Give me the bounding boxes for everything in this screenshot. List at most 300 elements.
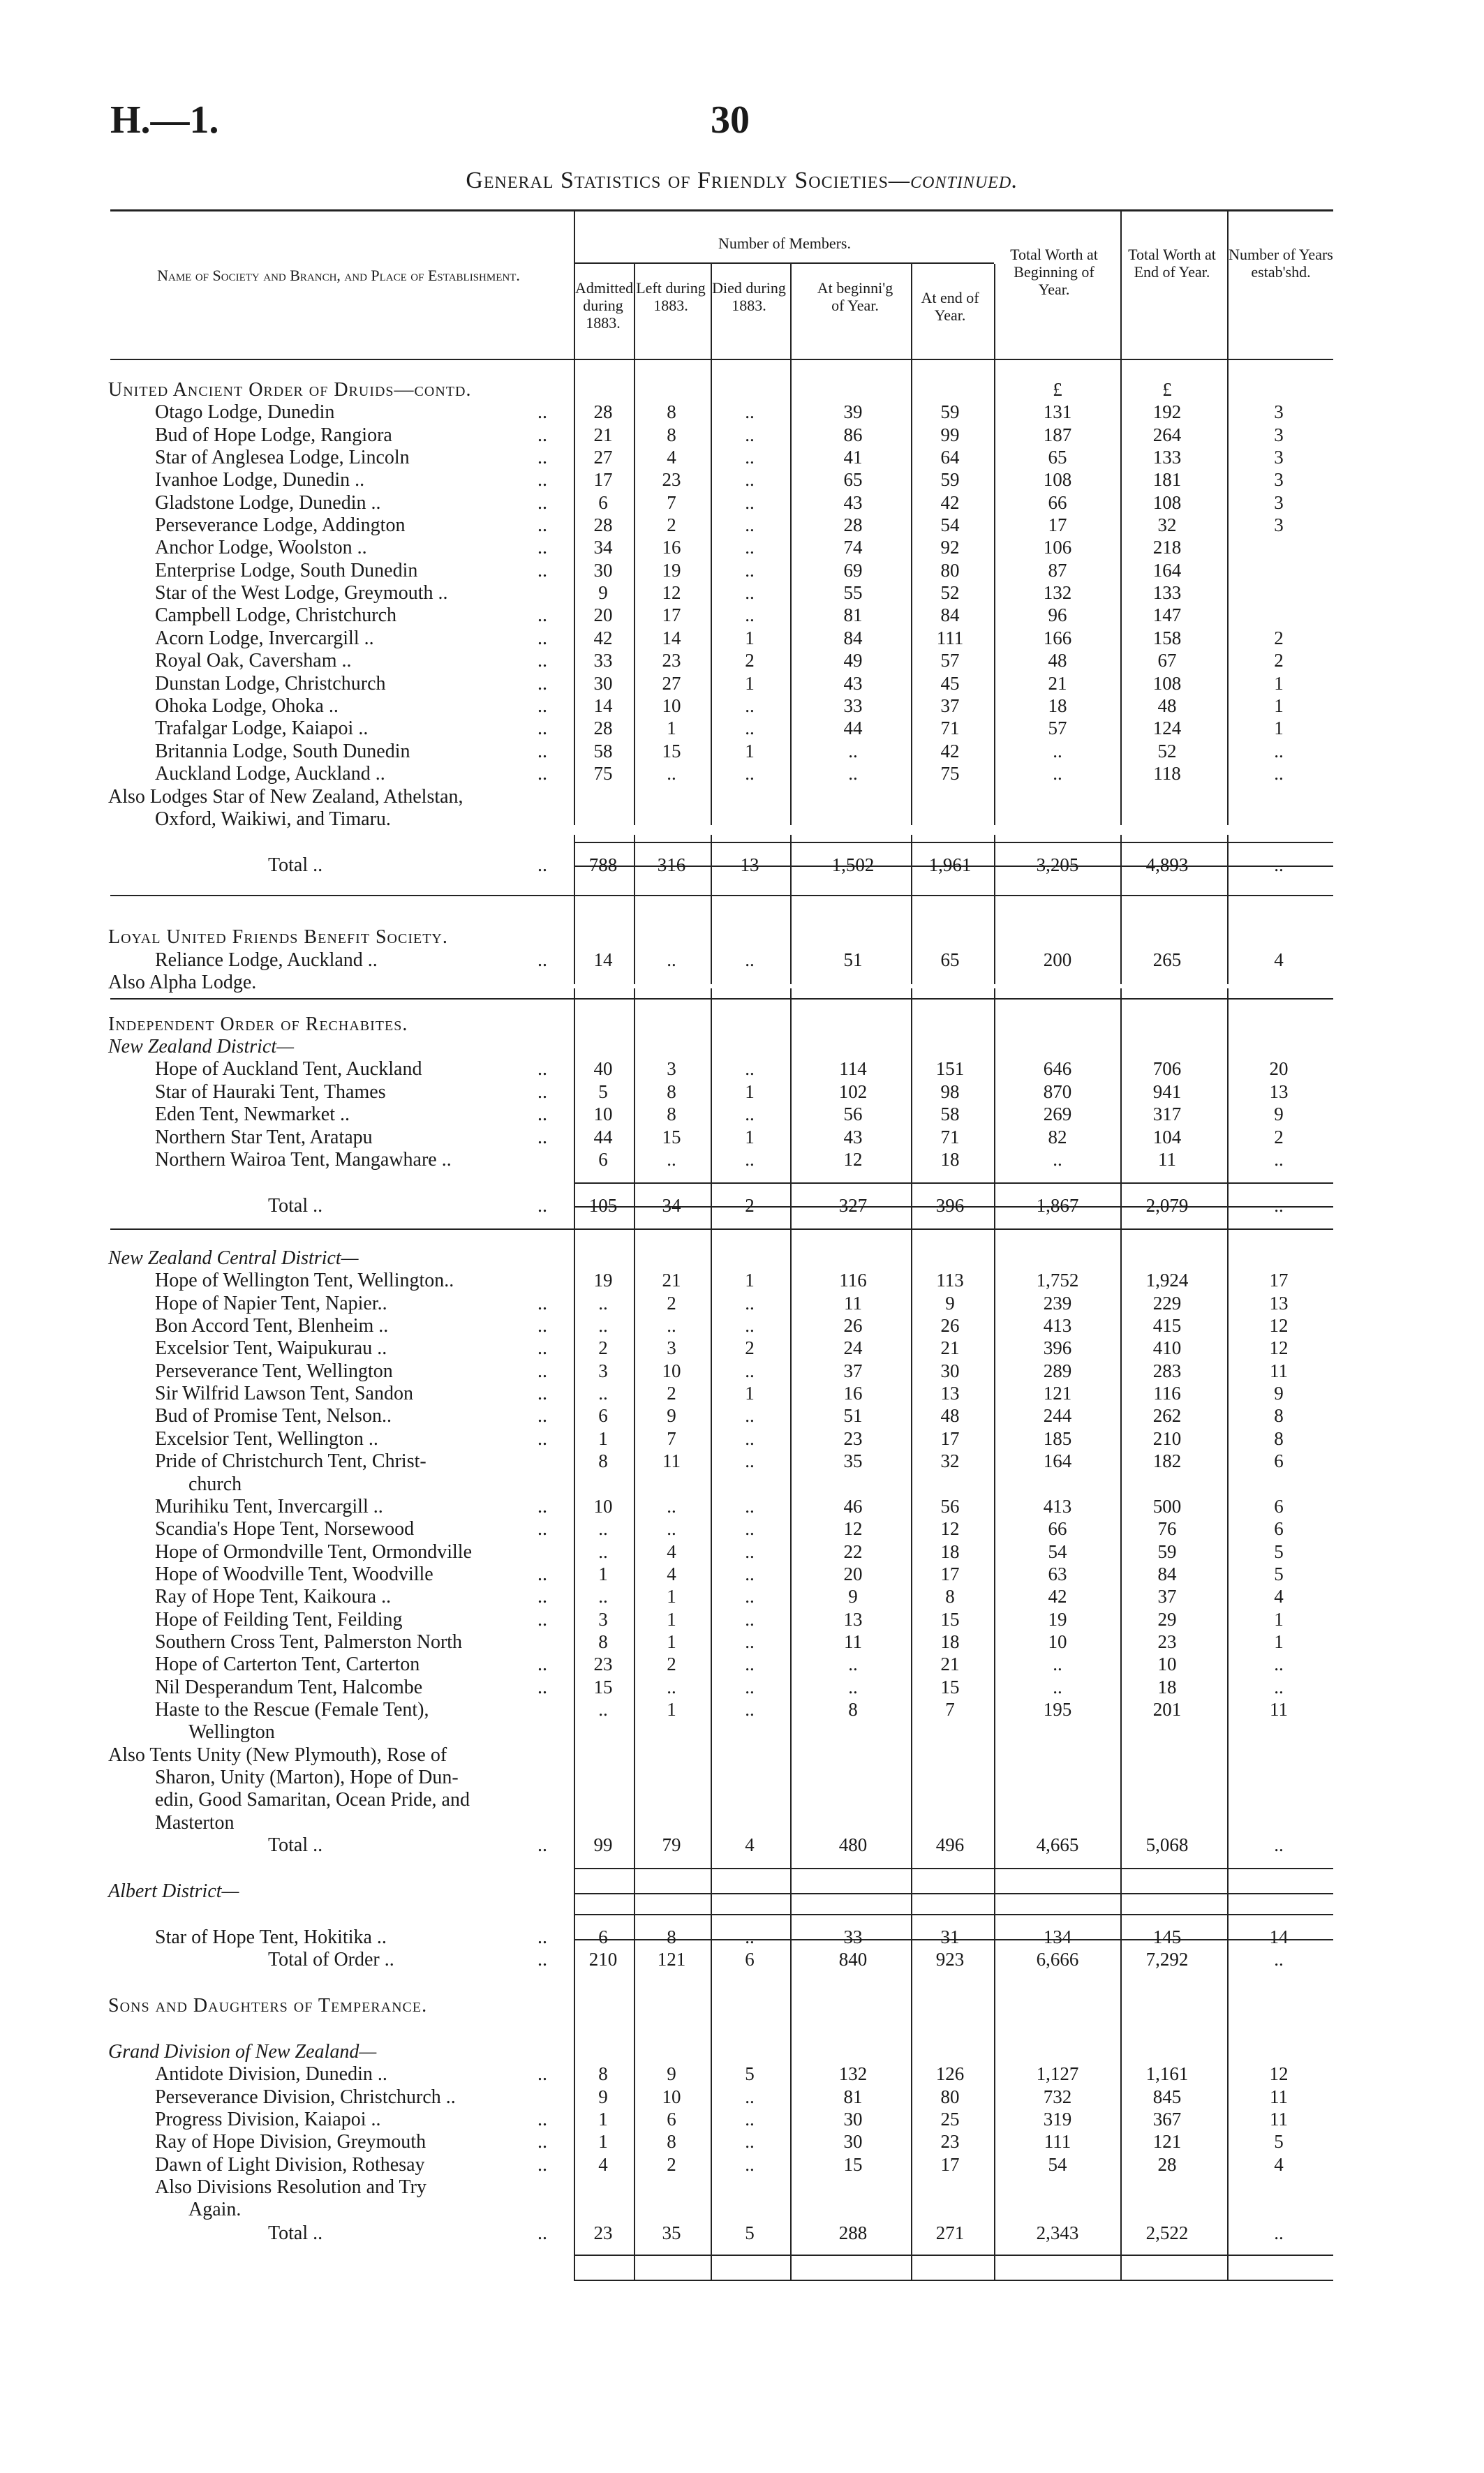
table-cell: 229 — [1152, 1293, 1182, 1314]
table-cell: .. — [745, 949, 755, 970]
leader-dots: .. — [537, 537, 547, 558]
row-label: Ivanhoe Lodge, Dunedin .. — [155, 469, 365, 491]
table-cell: 96 — [1048, 604, 1067, 625]
table-cell: 8 — [667, 1081, 676, 1102]
table-cell: 126 — [935, 2063, 965, 2084]
table-cell: 1 — [667, 1586, 676, 1607]
table-cell: 3 — [1274, 492, 1284, 513]
table-cell: 71 — [940, 718, 960, 738]
table-cell: 23 — [593, 2222, 613, 2243]
table-cell: 496 — [935, 1834, 965, 1855]
row-label: Total .. — [268, 854, 323, 876]
table-cell: 200 — [1043, 949, 1072, 970]
table-cell: 20 — [1269, 1058, 1289, 1079]
table-cell: 106 — [1043, 537, 1072, 558]
table-cell: 56 — [940, 1496, 960, 1517]
table-cell: 7 — [667, 492, 676, 513]
leader-dots: .. — [537, 1428, 547, 1450]
row-label: Total .. — [268, 1195, 323, 1217]
table-cell: 1 — [667, 1699, 676, 1720]
table-cell: 9 — [667, 2063, 676, 2084]
table-cell: 17 — [940, 2154, 960, 2175]
table-cell: 21 — [662, 1270, 681, 1291]
table-cell: 92 — [940, 537, 960, 558]
table-cell: 182 — [1152, 1450, 1182, 1471]
table-cell: .. — [745, 2154, 755, 2175]
table-cell: 121 — [1152, 2131, 1182, 2152]
table-cell: 16 — [843, 1383, 863, 1404]
table-cell: 17 — [593, 469, 613, 490]
table-cell: 1 — [1274, 695, 1284, 716]
table-cell: 17 — [662, 604, 681, 625]
table-cell: 7 — [667, 1428, 676, 1449]
header-at-end: At end of Year. — [921, 289, 979, 324]
table-cell: 118 — [1153, 763, 1181, 784]
table-cell: 7 — [945, 1699, 955, 1720]
table-cell: 5 — [745, 2063, 755, 2084]
leader-dots: .. — [537, 1677, 547, 1698]
row-label: Hope of Napier Tent, Napier.. — [155, 1293, 387, 1314]
table-cell: 5 — [598, 1081, 608, 1102]
table-cell: 5 — [1274, 1541, 1284, 1562]
table-cell: .. — [745, 1428, 755, 1449]
table-cell: 264 — [1152, 424, 1182, 445]
table-cell: 8 — [667, 1104, 676, 1124]
table-cell: 3 — [598, 1360, 608, 1381]
leader-dots: .. — [537, 1337, 547, 1359]
table-cell: 1,924 — [1145, 1270, 1189, 1291]
table-cell: 8 — [667, 424, 676, 445]
table-cell: 104 — [1152, 1127, 1182, 1148]
table-cell: 3,205 — [1036, 854, 1079, 875]
row-label: Britannia Lodge, South Dunedin — [155, 741, 410, 762]
leader-dots: .. — [537, 1834, 547, 1856]
table-cell: 8 — [598, 1450, 608, 1471]
leader-dots: .. — [537, 604, 547, 626]
table-cell: 396 — [1043, 1337, 1072, 1358]
table-cell: 317 — [1152, 1104, 1182, 1124]
table-cell: 54 — [1048, 2154, 1067, 2175]
table-cell: .. — [745, 537, 755, 558]
table-cell: .. — [745, 1450, 755, 1471]
table-cell: 59 — [1157, 1541, 1177, 1562]
table-cell: 319 — [1043, 2109, 1072, 2130]
row-label: Wellington — [188, 1721, 275, 1743]
leader-dots: .. — [537, 1564, 547, 1585]
table-cell: 413 — [1043, 1315, 1072, 1336]
row-label: Also Alpha Lodge. — [108, 972, 257, 993]
row-label: church — [188, 1473, 242, 1495]
leader-dots: .. — [537, 1293, 547, 1314]
table-cell: .. — [1274, 1834, 1284, 1855]
table-cell: 13 — [1269, 1293, 1289, 1314]
table-cell: .. — [667, 763, 676, 784]
table-cell: 133 — [1152, 447, 1182, 468]
table-cell: 22 — [843, 1541, 863, 1562]
table-cell: 1,161 — [1145, 2063, 1189, 2084]
table-cell: 289 — [1043, 1360, 1072, 1381]
table-cell: 24 — [843, 1337, 863, 1358]
leader-dots: .. — [537, 1926, 547, 1948]
row-label: Ohoka Lodge, Ohoka .. — [155, 695, 339, 717]
table-cell: .. — [745, 1149, 755, 1170]
title-suffix: —continued. — [888, 168, 1018, 193]
table-cell: 84 — [940, 604, 960, 625]
table-cell: 3 — [1274, 514, 1284, 535]
table-cell: 218 — [1152, 537, 1182, 558]
leader-dots: .. — [537, 854, 547, 876]
table-cell: 6 — [1274, 1518, 1284, 1539]
table-cell: 23 — [843, 1428, 863, 1449]
table-cell: 87 — [1048, 560, 1067, 581]
table-cell: 76 — [1157, 1518, 1177, 1539]
table-cell: 43 — [843, 673, 863, 694]
table-cell: 28 — [843, 514, 863, 535]
table-cell: 2 — [745, 1337, 755, 1358]
row-label: Loyal United Friends Benefit Society. — [108, 926, 448, 948]
row-label: Hope of Woodville Tent, Woodville — [155, 1564, 433, 1585]
table-cell: 1,127 — [1036, 2063, 1079, 2084]
table-cell: 80 — [940, 2086, 960, 2107]
table-cell: 121 — [1043, 1383, 1072, 1404]
table-cell: .. — [745, 1405, 755, 1426]
table-cell: 1 — [745, 1270, 755, 1291]
table-cell: 108 — [1043, 469, 1072, 490]
table-cell: 48 — [940, 1405, 960, 1426]
table-cell: 23 — [662, 469, 681, 490]
table-cell: 12 — [662, 582, 681, 603]
row-label: Albert District— — [108, 1880, 239, 1902]
row-label: Dawn of Light Division, Rothesay — [155, 2154, 425, 2176]
total-rule — [574, 1893, 1333, 1894]
row-label: Trafalgar Lodge, Kaiapoi .. — [155, 718, 369, 739]
table-cell: 15 — [940, 1677, 960, 1698]
table-cell: .. — [745, 1518, 755, 1539]
table-cell: 4 — [667, 1541, 676, 1562]
leader-dots: .. — [537, 1195, 547, 1217]
table-cell: 265 — [1152, 949, 1182, 970]
table-cell: 21 — [593, 424, 613, 445]
table-cell: 44 — [593, 1127, 613, 1148]
table-cell: 54 — [940, 514, 960, 535]
row-label: Progress Division, Kaiapoi .. — [155, 2109, 381, 2130]
table-cell: 11 — [1158, 1149, 1176, 1170]
table-cell: 6 — [598, 492, 608, 513]
table-cell: .. — [745, 1586, 755, 1607]
leader-dots: .. — [537, 1609, 547, 1631]
table-cell: 15 — [662, 741, 681, 762]
row-label: Excelsior Tent, Waipukurau .. — [155, 1337, 387, 1359]
table-cell: .. — [1053, 1677, 1062, 1698]
leader-dots: .. — [537, 650, 547, 671]
table-cell: .. — [848, 763, 858, 784]
table-cell: 4,893 — [1145, 854, 1189, 875]
table-cell: 9 — [1274, 1383, 1284, 1404]
table-cell: 283 — [1152, 1360, 1182, 1381]
row-label: Acorn Lodge, Invercargill .. — [155, 627, 374, 649]
table-cell: 23 — [1157, 1631, 1177, 1652]
table-cell: 8 — [1274, 1405, 1284, 1426]
table-cell: 164 — [1152, 560, 1182, 581]
table-cell: 58 — [593, 741, 613, 762]
table-cell: £ — [1053, 379, 1062, 400]
row-label: Ray of Hope Tent, Kaikoura .. — [155, 1586, 392, 1607]
table-cell: 413 — [1043, 1496, 1072, 1517]
table-cell: .. — [745, 1360, 755, 1381]
table-cell: 9 — [598, 582, 608, 603]
table-cell: 6,666 — [1036, 1949, 1079, 1970]
table-cell: 114 — [839, 1058, 867, 1079]
leader-dots: .. — [537, 560, 547, 581]
table-cell: 2 — [1274, 650, 1284, 671]
table-cell: 845 — [1152, 2086, 1182, 2107]
table-cell: 14 — [1269, 1926, 1289, 1947]
table-cell: 30 — [593, 673, 613, 694]
rule-header-bottom — [110, 359, 1333, 360]
header-left: Left during 1883. — [636, 279, 706, 314]
table-cell: 2 — [745, 650, 755, 671]
table-cell: 69 — [843, 560, 863, 581]
table-cell: .. — [1274, 2222, 1284, 2243]
table-cell: 1 — [667, 1631, 676, 1652]
table-cell: 500 — [1152, 1496, 1182, 1517]
row-label: Sir Wilfrid Lawson Tent, Sandon — [155, 1383, 413, 1404]
table-cell: 13 — [1269, 1081, 1289, 1102]
table-cell: .. — [745, 401, 755, 422]
row-label: Reliance Lodge, Auckland .. — [155, 949, 378, 971]
row-label: Perseverance Tent, Wellington — [155, 1360, 393, 1382]
table-cell: 166 — [1043, 627, 1072, 648]
table-cell: .. — [745, 763, 755, 784]
table-cell: .. — [745, 2131, 755, 2152]
table-cell: 75 — [593, 763, 613, 784]
section-rule — [110, 1228, 1333, 1230]
table-cell: .. — [1274, 854, 1284, 875]
table-cell: .. — [1053, 1149, 1062, 1170]
table-cell: 6 — [667, 2109, 676, 2130]
row-label: Antidote Division, Dunedin .. — [155, 2063, 387, 2085]
row-label: Also Lodges Star of New Zealand, Athelstan, — [108, 786, 463, 808]
table-cell: 98 — [940, 1081, 960, 1102]
row-label: Sharon, Unity (Marton), Hope of Dun- — [155, 1767, 459, 1788]
table-cell: 108 — [1152, 673, 1182, 694]
table-cell: 19 — [662, 560, 681, 581]
row-label: New Zealand District— — [108, 1036, 295, 1057]
title-main: General Statistics of Friendly Societies — [466, 168, 889, 193]
total-rule — [574, 2280, 1333, 2281]
row-label: Also Tents Unity (New Plymouth), Rose of — [108, 1744, 447, 1766]
table-cell: .. — [745, 604, 755, 625]
table-cell: 1 — [598, 2109, 608, 2130]
table-cell: 6 — [1274, 1450, 1284, 1471]
table-cell: 17 — [940, 1564, 960, 1584]
table-cell: 37 — [843, 1360, 863, 1381]
table-cell: 15 — [843, 2154, 863, 2175]
leader-dots: .. — [537, 1081, 547, 1103]
header-members-group: Number of Members. — [718, 235, 851, 252]
table-cell: 5,068 — [1145, 1834, 1189, 1855]
table-cell: 11 — [844, 1631, 862, 1652]
table-cell: 8 — [598, 2063, 608, 2084]
table-cell: 210 — [588, 1949, 618, 1970]
table-cell: 99 — [940, 424, 960, 445]
table-cell: 81 — [843, 604, 863, 625]
table-cell: 2,343 — [1036, 2222, 1079, 2243]
section-rule — [110, 895, 1333, 896]
row-label: Grand Division of New Zealand— — [108, 2041, 377, 2063]
row-label: edin, Good Samaritan, Ocean Pride, and — [155, 1789, 470, 1811]
table-cell: 30 — [593, 560, 613, 581]
table-cell: 3 — [598, 1609, 608, 1630]
leader-dots: .. — [537, 469, 547, 491]
leader-dots: .. — [537, 1405, 547, 1427]
table-cell: 923 — [935, 1949, 965, 1970]
table-cell: 1 — [1274, 1631, 1284, 1652]
table-cell: 185 — [1043, 1428, 1072, 1449]
table-cell: 732 — [1043, 2086, 1072, 2107]
row-label: Star of Hauraki Tent, Thames — [155, 1081, 386, 1103]
table-cell: 840 — [838, 1949, 868, 1970]
table-cell: 4 — [667, 447, 676, 468]
table-cell: 132 — [838, 2063, 868, 2084]
table-cell: 121 — [657, 1949, 686, 1970]
table-cell: 4 — [598, 2154, 608, 2175]
table-cell: 17 — [1048, 514, 1067, 535]
table-cell: 35 — [662, 2222, 681, 2243]
table-cell: 5 — [745, 2222, 755, 2243]
table-cell: 2 — [745, 1195, 755, 1216]
table-cell: .. — [745, 1104, 755, 1124]
table-cell: 3 — [1274, 469, 1284, 490]
table-cell: 44 — [843, 718, 863, 738]
table-cell: 4 — [1274, 2154, 1284, 2175]
header-name: Name of Society and Branch, and Place of Establishment. — [157, 267, 520, 284]
table-cell: .. — [745, 1541, 755, 1562]
row-label: Dunstan Lodge, Christchurch — [155, 673, 386, 695]
table-cell: 10 — [662, 2086, 681, 2107]
table-cell: 10 — [593, 1496, 613, 1517]
row-label: Masterton — [155, 1812, 235, 1834]
table-cell: 21 — [940, 1654, 960, 1674]
table-cell: 239 — [1043, 1293, 1072, 1314]
table-cell: 210 — [1152, 1428, 1182, 1449]
table-cell: .. — [745, 424, 755, 445]
row-label: Again. — [188, 2199, 242, 2220]
leader-dots: .. — [537, 514, 547, 536]
table-cell: .. — [745, 1315, 755, 1336]
table-cell: 8 — [1274, 1428, 1284, 1449]
table-cell: 59 — [940, 469, 960, 490]
row-label: Scandia's Hope Tent, Norsewood — [155, 1518, 415, 1540]
row-label: United Ancient Order of Druids—contd. — [108, 379, 472, 401]
table-cell: 37 — [940, 695, 960, 716]
table-cell: 57 — [940, 650, 960, 671]
table-cell: 34 — [662, 1195, 681, 1216]
table-cell: .. — [1274, 1149, 1284, 1170]
leader-dots: .. — [537, 424, 547, 446]
row-label: Eden Tent, Newmarket .. — [155, 1104, 350, 1125]
table-cell: 5 — [1274, 2131, 1284, 2152]
table-cell: 43 — [843, 1127, 863, 1148]
table-cell: .. — [745, 447, 755, 468]
table-cell: 8 — [667, 1926, 676, 1947]
row-label: New Zealand Central District— — [108, 1247, 359, 1269]
table-cell: .. — [745, 1926, 755, 1947]
row-label: Otago Lodge, Dunedin — [155, 401, 335, 423]
leader-dots: .. — [537, 695, 547, 717]
table-cell: 18 — [940, 1631, 960, 1652]
table-cell: .. — [745, 2086, 755, 2107]
leader-dots: .. — [537, 1360, 547, 1382]
row-label: Haste to the Rescue (Female Tent), — [155, 1699, 429, 1721]
total-rule — [574, 1914, 1333, 1915]
row-label: Excelsior Tent, Wellington .. — [155, 1428, 378, 1450]
table-cell: 4 — [1274, 1586, 1284, 1607]
table-cell: 26 — [940, 1315, 960, 1336]
table-cell: 151 — [935, 1058, 965, 1079]
table-cell: 42 — [940, 492, 960, 513]
table-cell: 48 — [1048, 650, 1067, 671]
table-cell: 8 — [598, 1631, 608, 1652]
table-cell: 20 — [593, 604, 613, 625]
header-admitted: Admitted during 1883. — [575, 279, 634, 332]
header-at-beginning: At beginni'g of Year. — [817, 279, 893, 314]
row-label: Star of the West Lodge, Greymouth .. — [155, 582, 448, 604]
table-cell: .. — [745, 695, 755, 716]
table-cell: 113 — [936, 1270, 964, 1291]
table-cell: 13 — [740, 854, 759, 875]
table-cell: 4 — [667, 1564, 676, 1584]
table-cell: 2,079 — [1145, 1195, 1189, 1216]
table-cell: 20 — [843, 1564, 863, 1584]
table-cell: .. — [745, 1293, 755, 1314]
table-cell: .. — [667, 1677, 676, 1698]
table-cell: 327 — [838, 1195, 868, 1216]
table-cell: 3 — [1274, 424, 1284, 445]
leader-dots: .. — [537, 492, 547, 514]
row-label: Oxford, Waikiwi, and Timaru. — [155, 808, 391, 830]
table-cell: 27 — [662, 673, 681, 694]
table-cell: 49 — [843, 650, 863, 671]
table-cell: 33 — [843, 1926, 863, 1947]
row-label: Total of Order .. — [268, 1949, 394, 1970]
row-label: Hope of Wellington Tent, Wellington.. — [155, 1270, 454, 1291]
table-cell: 10 — [1157, 1654, 1177, 1674]
table-cell: 14 — [593, 695, 613, 716]
table-cell: 4 — [1274, 949, 1284, 970]
table-cell: 63 — [1048, 1564, 1067, 1584]
table-cell: 74 — [843, 537, 863, 558]
table-cell: .. — [598, 1699, 608, 1720]
page-title — [0, 168, 1484, 194]
table-cell: 32 — [940, 1450, 960, 1471]
table-cell: 1,961 — [928, 854, 972, 875]
header-years: Number of Years estab'shd. — [1229, 246, 1333, 281]
table-cell: 147 — [1152, 604, 1182, 625]
table-cell: 316 — [657, 854, 686, 875]
row-label: Also Divisions Resolution and Try — [155, 2176, 426, 2198]
table-cell: 1 — [745, 627, 755, 648]
table-cell: 396 — [935, 1195, 965, 1216]
table-cell: 18 — [1048, 695, 1067, 716]
leader-dots: .. — [537, 741, 547, 762]
leader-dots: .. — [537, 1518, 547, 1540]
leader-dots: .. — [537, 401, 547, 423]
row-label: Independent Order of Rechabites. — [108, 1013, 408, 1035]
table-cell: 8 — [848, 1699, 858, 1720]
table-cell: 415 — [1152, 1315, 1182, 1336]
table-cell: 9 — [848, 1586, 858, 1607]
